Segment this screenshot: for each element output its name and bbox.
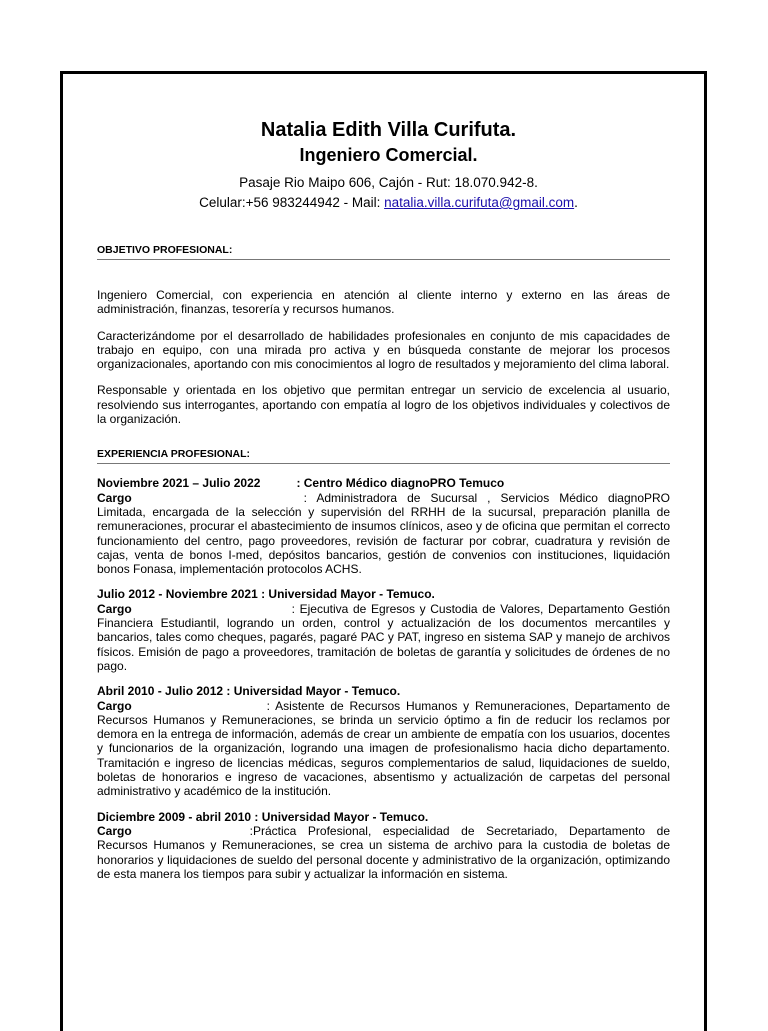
job-description	[97, 699, 670, 799]
job-description	[97, 602, 670, 673]
objetivo-paragraph: Ingeniero Comercial, con experiencia en atención al cliente interno y externo en las áreas de administración, finanzas, tesorería y recursos humanos.	[97, 288, 670, 317]
address-line: Pasaje Rio Maipo 606, Cajón - Rut: 18.070.942-8.	[239, 175, 538, 190]
email-link[interactable]: natalia.villa.curifuta@gmail.com	[384, 195, 575, 210]
objetivo-paragraph: Caracterizándome por el desarrollado de habilidades profesionales en conjunto de mis capacidades de trabajo en equipo, con una mirada pro activa y en búsqueda constante de mejorar los procesos organizacionales, aportando con mis conocimientos al logro de resultados y mejoramiento del clima laboral.	[97, 328, 670, 372]
cargo-text: : Asistente de Recursos Humanos y Remuneraciones, Departamento de Recursos Humanos y Remuneraciones, se brinda un servicio óptimo a fin de reducir los reclamos por demora en la entrega de información, además de crear un ambiente de empatía con los usuarios, docentes y funcionarios de la organización, logrando una imagen de profesionalismo hacia dicho departamento. Tramitación e ingreso de licencias médicas, seguros complementarios de salud, liquidaciones de sueldo, boletas de honorarios e ingreso de vacaciones, absentismo y actualización de carpetas del personal administrativo y académico de la institución.	[97, 698, 670, 799]
job-employer: : Centro Médico diagnoPRO Temuco	[296, 476, 505, 491]
job-description	[97, 824, 670, 881]
objetivo-paragraph: Responsable y orientada en los objetivo que permitan entregar un servicio de excelencia al usuario, resolviendo sus interrogantes, aportando con empatía al logro de los objetivos individuales y colectivos de la organización.	[97, 383, 670, 427]
cargo-label: Cargo	[97, 601, 132, 616]
phone-text: Celular:+56 983244942 - Mail:	[199, 195, 385, 210]
contact-line	[97, 193, 670, 213]
cargo-label: Cargo	[97, 698, 132, 713]
cargo-text: : Ejecutiva de Egresos y Custodia de Valores, Departamento Gestión Financiera Estudiantil, logrando un orden, control y actualización de los documentos mercantiles y bancarios, tales como cheques, pagarés, pagaré PAC y PAT, ingreso en sistema SAP y manejo de archivos físicos. Emisión de pago a proveedores, tramitación de boletas de garantía y solicitudes de órdenes de no pago.	[97, 601, 670, 673]
job-title: Julio 2012 - Noviembre 2021 : Universidad Mayor - Temuco.	[97, 587, 435, 602]
job-entry	[97, 684, 670, 798]
candidate-name: Natalia Edith Villa Curifuta.	[260, 119, 517, 141]
job-title: Abril 2010 - Julio 2012 : Universidad Mayor - Temuco.	[97, 684, 401, 699]
cargo-label: Cargo	[97, 823, 132, 838]
resume-content	[97, 118, 670, 881]
job-entry	[97, 810, 670, 881]
job-period: Noviembre 2021 – Julio 2022	[97, 476, 261, 491]
experiencia-heading: EXPERIENCIA PROFESIONAL:	[97, 447, 670, 464]
job-title: Diciembre 2009 - abril 2010 : Universidad Mayor - Temuco.	[97, 809, 429, 824]
job-entry	[97, 476, 670, 576]
job-entry	[97, 587, 670, 673]
cargo-label: Cargo	[97, 490, 132, 505]
objetivo-heading: OBJETIVO PROFESIONAL:	[97, 243, 670, 260]
job-title	[97, 476, 670, 490]
cargo-text: :Práctica Profesional, especialidad de Secretariado, Departamento de Recursos Humanos y Remuneraciones, se crea un sistema de archivo para la custodia de boletas de honorarios y liquidaciones de sueldo del personal docente y administrativo de la organización, optimizando de esta manera los tiempos para subir y actualizar la información en sistema.	[97, 823, 670, 881]
email-suffix: .	[574, 195, 578, 210]
candidate-profession: Ingeniero Comercial.	[299, 145, 478, 165]
job-description	[97, 491, 670, 577]
cargo-text: : Administradora de Sucursal , Servicios Médico diagnoPRO Limitada, encargada de la selección y supervisión del RRHH de la sucursal, preparación planilla de remuneraciones, procurar el abastecimiento de insumos clínicos, aseo y de oficina que permitan el correcto funcionamiento del centro, pago proveedores, revisión de facturar por cobrar, cuadratura y revisión de cajas, venta de bonos I-med, depósitos bancarios, gestión de convenios con instituciones, liquidación bonos Fonasa, implementación protocolos ACHS.	[97, 490, 670, 577]
